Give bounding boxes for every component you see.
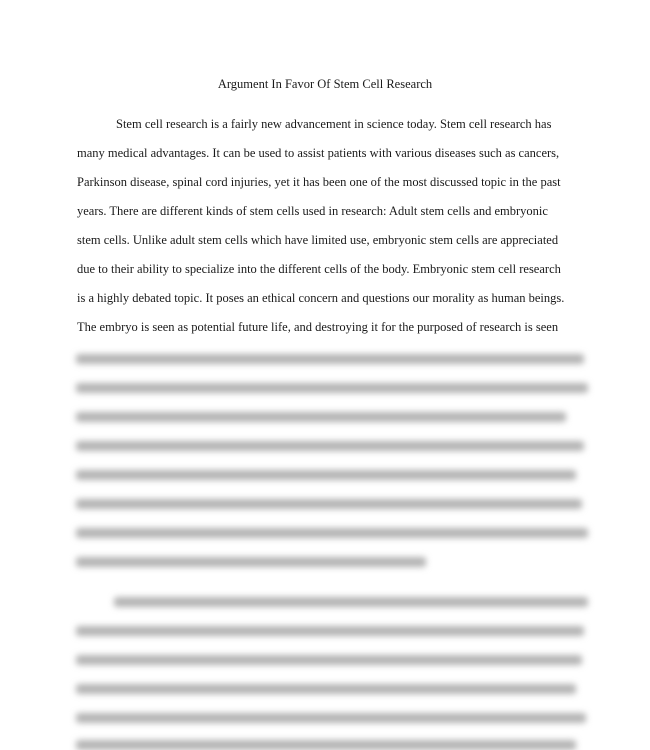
paragraph-line: due to their ability to specialize into the different cells of the body. Embryonic stem cell research (77, 262, 561, 276)
blurred-line (76, 383, 588, 393)
paragraph-line: stem cells. Unlike adult stem cells which have limited use, embryonic stem cells are appreciated (77, 233, 559, 247)
blurred-line (114, 597, 588, 607)
blurred-line (76, 528, 588, 538)
blurred-line (76, 713, 586, 723)
paragraph-line: The embryo is seen as potential future life, and destroying it for the purposed of research is seen (77, 320, 559, 334)
paragraph-line: Parkinson disease, spinal cord injuries, yet it has been one of the most discussed topic in the past (77, 175, 561, 189)
blurred-line (76, 499, 582, 509)
blurred-line (76, 684, 576, 694)
blurred-line (76, 655, 582, 665)
blurred-line (76, 626, 584, 636)
blurred-line (76, 441, 584, 451)
paragraph-line: years. There are different kinds of stem cells used in research: Adult stem cells and embryonic (77, 204, 548, 218)
paragraph-line: many medical advantages. It can be used to assist patients with various diseases such as cancers, (77, 146, 560, 160)
blurred-line (76, 557, 426, 567)
blurred-line (76, 412, 566, 422)
blurred-text-region (70, 340, 590, 750)
blurred-line (76, 354, 584, 364)
paragraph-line: is a highly debated topic. It poses an ethical concern and questions our morality as human beings. (77, 291, 565, 305)
paragraph-line: Stem cell research is a fairly new advancement in science today. Stem cell research has (116, 117, 552, 131)
document-title: Argument In Favor Of Stem Cell Research (217, 77, 433, 91)
blurred-line (76, 470, 576, 480)
blurred-line (76, 740, 576, 750)
